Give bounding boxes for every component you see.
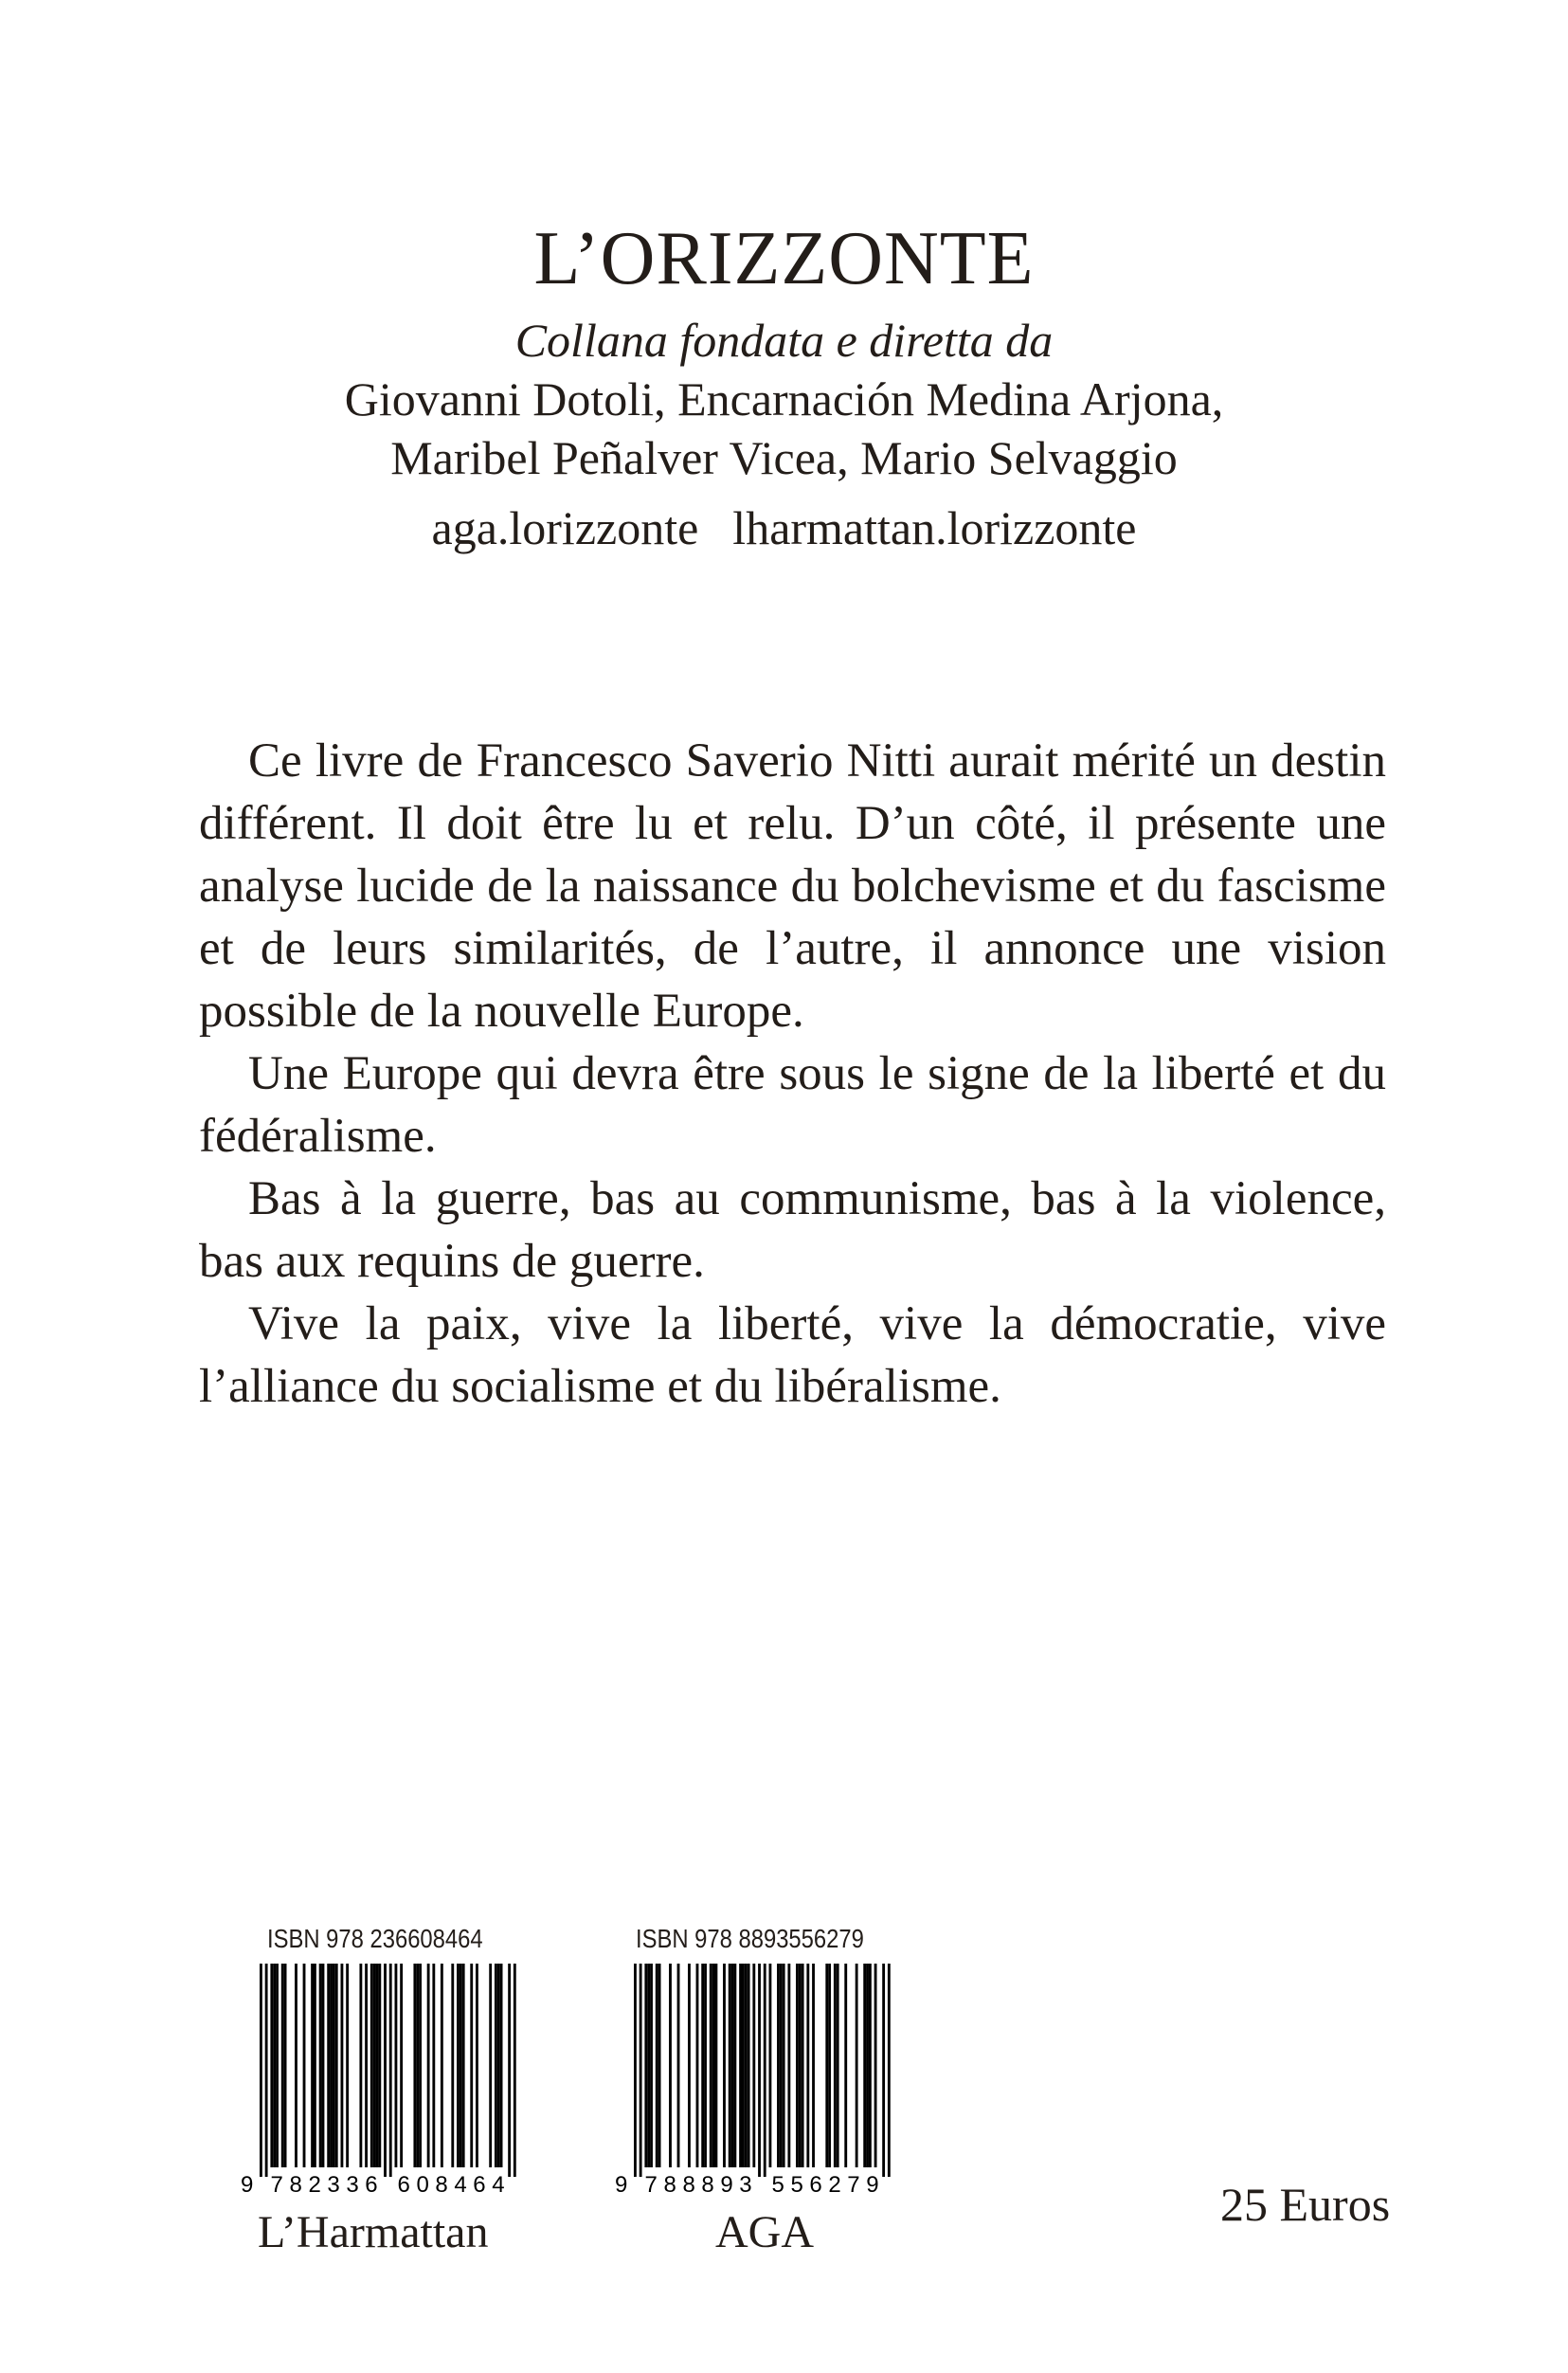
barcode-bar bbox=[346, 1964, 349, 2167]
blurb-paragraph: Bas à la guerre, bas au communisme, bas à la violence, bas aux requins de guerre. bbox=[199, 1172, 1386, 1288]
barcode-bar bbox=[888, 1964, 891, 2177]
barcode-digit: 3 bbox=[739, 2172, 752, 2198]
barcode-bar bbox=[634, 1964, 637, 2177]
series-title: L’ORIZZONTE bbox=[533, 217, 1035, 300]
barcode-bar bbox=[812, 1964, 815, 2167]
barcode-digit: 8 bbox=[289, 2172, 302, 2198]
barcode-digit: 2 bbox=[828, 2172, 841, 2198]
barcode-bar bbox=[495, 1964, 497, 2167]
barcode-bar bbox=[457, 1964, 460, 2167]
barcode-bar bbox=[869, 1964, 872, 2167]
barcode-bar bbox=[863, 1964, 866, 2167]
barcode-bar bbox=[866, 1964, 869, 2167]
barcode-bar bbox=[783, 1964, 785, 2167]
barcode-bar bbox=[384, 1964, 387, 2177]
barcode-bar bbox=[640, 1964, 642, 2177]
barcode-bar bbox=[764, 1964, 766, 2177]
barcode-digit: 3 bbox=[327, 2172, 340, 2198]
barcode-bar bbox=[514, 1964, 516, 2177]
barcode-bar bbox=[856, 1964, 858, 2167]
barcode-bar bbox=[497, 1964, 500, 2167]
barcode-bar bbox=[395, 1964, 398, 2167]
barcode-digit: 9 bbox=[866, 2172, 879, 2198]
price: 25 Euros bbox=[1220, 2178, 1391, 2231]
blurb-paragraph: Une Europe qui devra être sous le signe de la liberté et du fédéralisme. bbox=[199, 1047, 1386, 1163]
barcode-bar bbox=[780, 1964, 783, 2167]
barcode-bar bbox=[273, 1964, 276, 2167]
barcode-bar bbox=[710, 1964, 712, 2167]
barcode-bar bbox=[335, 1964, 338, 2167]
barcode-digit: 6 bbox=[397, 2172, 410, 2198]
barcode-bar bbox=[378, 1964, 381, 2167]
barcode-bar bbox=[462, 1964, 465, 2167]
barcode-bar bbox=[769, 1964, 772, 2167]
barcode-bar bbox=[834, 1964, 837, 2167]
barcode-bar bbox=[787, 1964, 790, 2167]
barcode-bar bbox=[658, 1964, 661, 2167]
barcode-bar bbox=[644, 1964, 647, 2167]
barcode-bar bbox=[704, 1964, 707, 2167]
barcode-bar bbox=[647, 1964, 650, 2167]
barcode-bar bbox=[370, 1964, 373, 2167]
barcode-digit: 3 bbox=[346, 2172, 359, 2198]
barcode-bar bbox=[284, 1964, 287, 2167]
barcode-bar bbox=[327, 1964, 330, 2167]
barcode-digit: 4 bbox=[492, 2172, 505, 2198]
barcode-digit: 8 bbox=[435, 2172, 448, 2198]
barcode-bar bbox=[712, 1964, 715, 2167]
barcode-digit: 8 bbox=[701, 2172, 714, 2198]
barcode-bar bbox=[742, 1964, 745, 2167]
barcode-bar bbox=[758, 1964, 761, 2177]
series-links bbox=[0, 500, 1568, 555]
barcode-digit: 6 bbox=[473, 2172, 486, 2198]
barcode-bar bbox=[688, 1964, 691, 2167]
barcode-digit: 6 bbox=[809, 2172, 822, 2198]
series-directors-line-2: Maribel Peñalver Vicea, Mario Selvaggio bbox=[390, 431, 1178, 484]
barcode-bar bbox=[799, 1964, 802, 2167]
publisher-label: AGA bbox=[715, 2207, 814, 2257]
barcode-bar bbox=[739, 1964, 742, 2167]
barcode-bar bbox=[745, 1964, 748, 2167]
barcode-bar bbox=[416, 1964, 419, 2167]
barcode-bar bbox=[330, 1964, 333, 2167]
barcode-bar bbox=[470, 1964, 473, 2167]
isbn-label: ISBN 978 236608464 bbox=[267, 1924, 483, 1953]
barcode-bar bbox=[650, 1964, 653, 2167]
barcode-bar bbox=[882, 1964, 885, 2177]
series-directors-line-1: Giovanni Dotoli, Encarnación Medina Arjona, bbox=[344, 372, 1224, 426]
barcode-bar bbox=[311, 1964, 314, 2167]
barcode-bar bbox=[341, 1964, 344, 2167]
barcode-bar bbox=[333, 1964, 335, 2167]
barcode-bar bbox=[376, 1964, 379, 2167]
barcode-digit: 2 bbox=[308, 2172, 321, 2198]
barcode-bar bbox=[419, 1964, 422, 2167]
barcode-digit: 7 bbox=[644, 2172, 658, 2198]
barcode-bar bbox=[441, 1964, 443, 2167]
barcode-bar bbox=[359, 1964, 362, 2167]
barcode-bar bbox=[802, 1964, 804, 2167]
barcode-digit: 8 bbox=[682, 2172, 695, 2198]
back-cover-blurb bbox=[199, 730, 1386, 1418]
barcode-bar bbox=[825, 1964, 828, 2167]
barcode-bar bbox=[837, 1964, 839, 2167]
barcode-bar bbox=[828, 1964, 831, 2167]
barcode-bar bbox=[715, 1964, 718, 2167]
barcode-bar bbox=[669, 1964, 672, 2167]
barcode-digit: 5 bbox=[790, 2172, 803, 2198]
blurb-paragraph: Vive la paix, vive la liberté, vive la démocratie, vive l’alliance du socialisme et du libéralisme. bbox=[199, 1297, 1386, 1413]
barcode-bar bbox=[314, 1964, 316, 2167]
barcode-bar bbox=[656, 1964, 658, 2167]
barcode-bar bbox=[796, 1964, 799, 2167]
barcode-bars bbox=[237, 1964, 540, 2202]
barcode-bar bbox=[777, 1964, 780, 2167]
barcode-bar bbox=[731, 1964, 734, 2167]
barcode-bar bbox=[677, 1964, 680, 2167]
barcode-bar bbox=[373, 1964, 376, 2167]
barcode-bar bbox=[476, 1964, 478, 2167]
barcode-digit: 6 bbox=[365, 2172, 378, 2198]
barcode-bar bbox=[365, 1964, 368, 2167]
barcode-bar bbox=[451, 1964, 454, 2167]
barcode-bar bbox=[319, 1964, 322, 2167]
link-aga: aga.lorizzonte bbox=[431, 501, 699, 554]
barcode-bar bbox=[500, 1964, 503, 2167]
barcode-bar bbox=[413, 1964, 416, 2167]
barcode-bar bbox=[260, 1964, 262, 2177]
barcode-bar bbox=[733, 1964, 736, 2167]
barcode-bar bbox=[276, 1964, 279, 2167]
barcode-bar bbox=[389, 1964, 392, 2177]
barcode-aga bbox=[611, 1924, 924, 2265]
barcode-bar bbox=[844, 1964, 847, 2167]
barcode-digit: 0 bbox=[416, 2172, 429, 2198]
barcode-bar bbox=[281, 1964, 284, 2167]
link-lharmattan: lharmattan.lorizzonte bbox=[732, 501, 1137, 554]
barcode-bar bbox=[265, 1964, 268, 2177]
barcode-digit: 8 bbox=[663, 2172, 676, 2198]
barcode-digit: 4 bbox=[454, 2172, 467, 2198]
barcode-digit: 9 bbox=[720, 2172, 733, 2198]
isbn-label: ISBN 978 8893556279 bbox=[636, 1924, 864, 1953]
barcode-bar bbox=[701, 1964, 704, 2167]
barcode-lharmattan bbox=[237, 1924, 550, 2265]
barcode-bar bbox=[322, 1964, 325, 2167]
barcode-bar bbox=[270, 1964, 273, 2167]
barcode-digit: 7 bbox=[270, 2172, 283, 2198]
barcode-bar bbox=[460, 1964, 462, 2167]
blurb-paragraph: Ce livre de Francesco Saverio Nitti aurait mérité un destin différent. Il doit être lu et relu. D’un côté, il présente une analyse lucide de la naissance du bolchevisme et du fascisme et de leurs similarités, de l’autre, il annonce une vision possible de la nouvelle Europe. bbox=[199, 734, 1386, 1038]
barcode-digit: 9 bbox=[615, 2172, 628, 2198]
barcode-bar bbox=[729, 1964, 731, 2167]
barcode-bar bbox=[696, 1964, 699, 2167]
barcode-bar bbox=[400, 1964, 403, 2167]
barcode-bar bbox=[432, 1964, 435, 2167]
barcode-bars bbox=[611, 1964, 914, 2202]
series-subtitle: Collana fondata e diretta da bbox=[514, 314, 1054, 367]
barcode-bar bbox=[748, 1964, 750, 2167]
barcode-digit: 5 bbox=[771, 2172, 784, 2198]
publisher-label: L’Harmattan bbox=[258, 2207, 489, 2257]
barcode-bar bbox=[295, 1964, 297, 2167]
barcode-bar bbox=[303, 1964, 306, 2167]
barcode-bar bbox=[806, 1964, 809, 2167]
barcode-bar bbox=[752, 1964, 755, 2167]
barcode-digit: 9 bbox=[241, 2172, 254, 2198]
barcode-bar bbox=[508, 1964, 511, 2177]
barcode-digit: 7 bbox=[847, 2172, 860, 2198]
barcode-bar bbox=[427, 1964, 430, 2167]
barcode-bar bbox=[874, 1964, 877, 2167]
barcode-bar bbox=[489, 1964, 492, 2167]
barcode-bar bbox=[723, 1964, 726, 2167]
